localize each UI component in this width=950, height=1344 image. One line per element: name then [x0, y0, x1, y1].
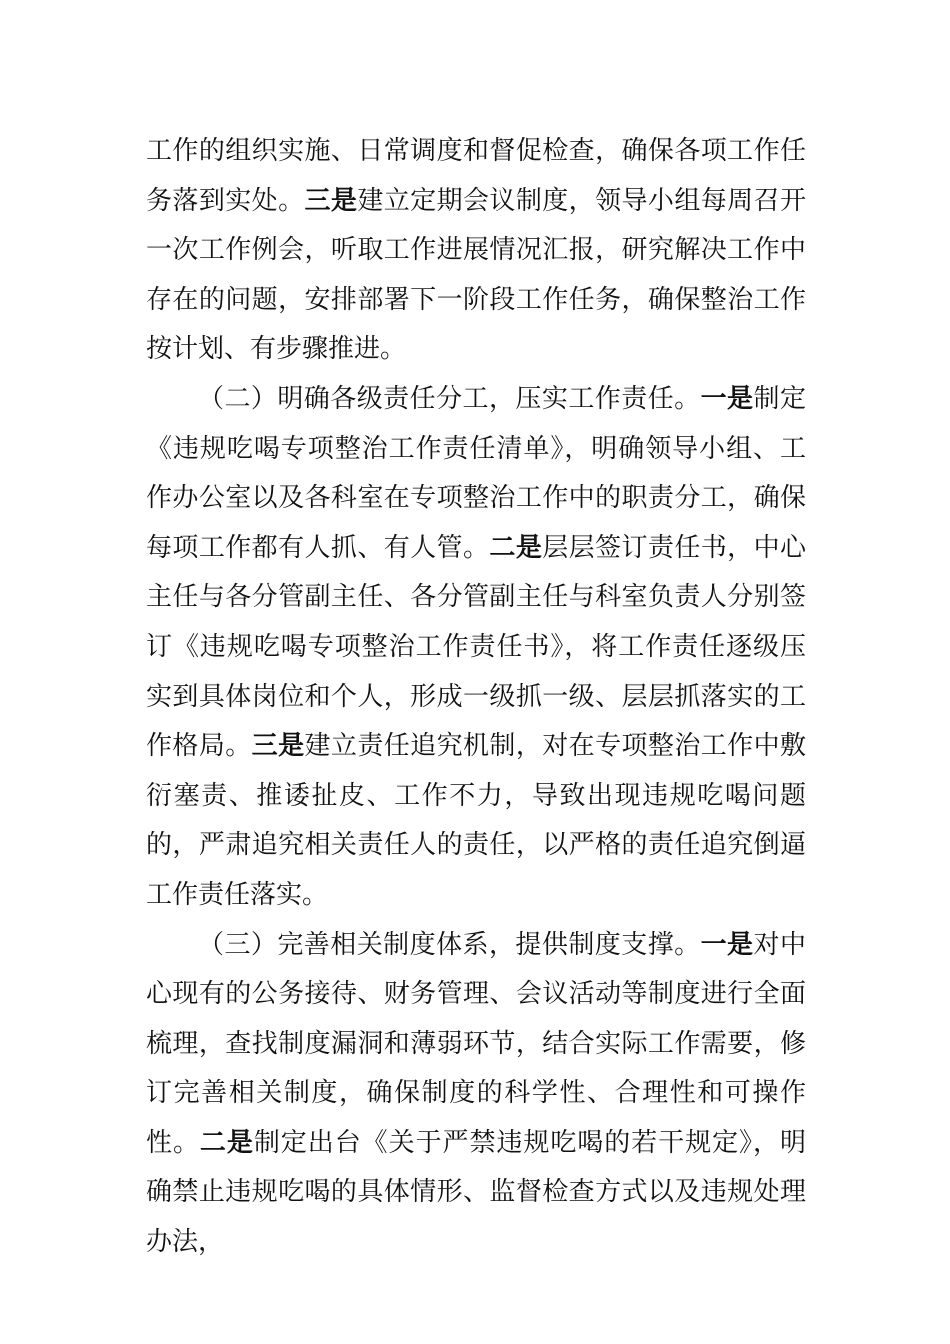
bold-marker: 一是 — [700, 383, 754, 414]
paragraph-text: 建立责任追究机制，对在专项整治工作中敷衍塞责、推诿扯皮、工作不力，导致出现违规吃喝问题的，严肃追究相关责任人的责任，以严格的责任追究倒逼工作责任落实。 — [146, 731, 806, 910]
paragraph-text: 制定出台《关于严禁违规吃喝的若干规定》，明确禁止违规吃喝的具体情形、监督检查方式以及违规处理办法， — [146, 1127, 806, 1258]
bold-marker: 二是 — [199, 1127, 254, 1158]
bold-marker: 三是 — [251, 731, 305, 762]
section-heading: （二）明确各级责任分工，压实工作责任。 — [198, 383, 701, 414]
paragraph-text: 工作的组织实施、日常调度和督促检查，确保各项工作任务落到实处。 — [146, 136, 806, 216]
paragraph-text: 层层签订责任书，中心主任与各分管副主任、各分管副主任与科室负责人分别签订《违规吃喝专项整治工作责任书》，将工作责任逐级压实到具体岗位和个人，形成一级抓一级、层层抓落实的工作格局。 — [146, 532, 806, 762]
bold-marker: 三是 — [304, 185, 358, 216]
paragraph-text: 制定《违规吃喝专项整治工作责任清单》，明确领导小组、工作办公室以及各科室在专项整治工作中的职责分工，确保每项工作都有人抓、有人管。 — [146, 383, 806, 563]
section-heading: （三）完善相关制度体系，提供制度支撑。 — [198, 929, 701, 960]
paragraph-system-support — [146, 921, 806, 1268]
paragraph-responsibility — [146, 375, 806, 921]
paragraph-meeting-system — [146, 127, 806, 375]
bold-marker: 一是 — [700, 929, 754, 960]
bold-marker: 二是 — [489, 532, 543, 563]
document-body — [146, 127, 806, 1268]
paragraph-text: 建立定期会议制度，领导小组每周召开一次工作例会，听取工作进展情况汇报，研究解决工作中存在的问题，安排部署下一阶段工作任务，确保整治工作按计划、有步骤推进。 — [146, 185, 806, 365]
paragraph-text: 对中心现有的公务接待、财务管理、会议活动等制度进行全面梳理，查找制度漏洞和薄弱环节，结合实际工作需要，修订完善相关制度，确保制度的科学性、合理性和可操作性。 — [146, 929, 806, 1158]
